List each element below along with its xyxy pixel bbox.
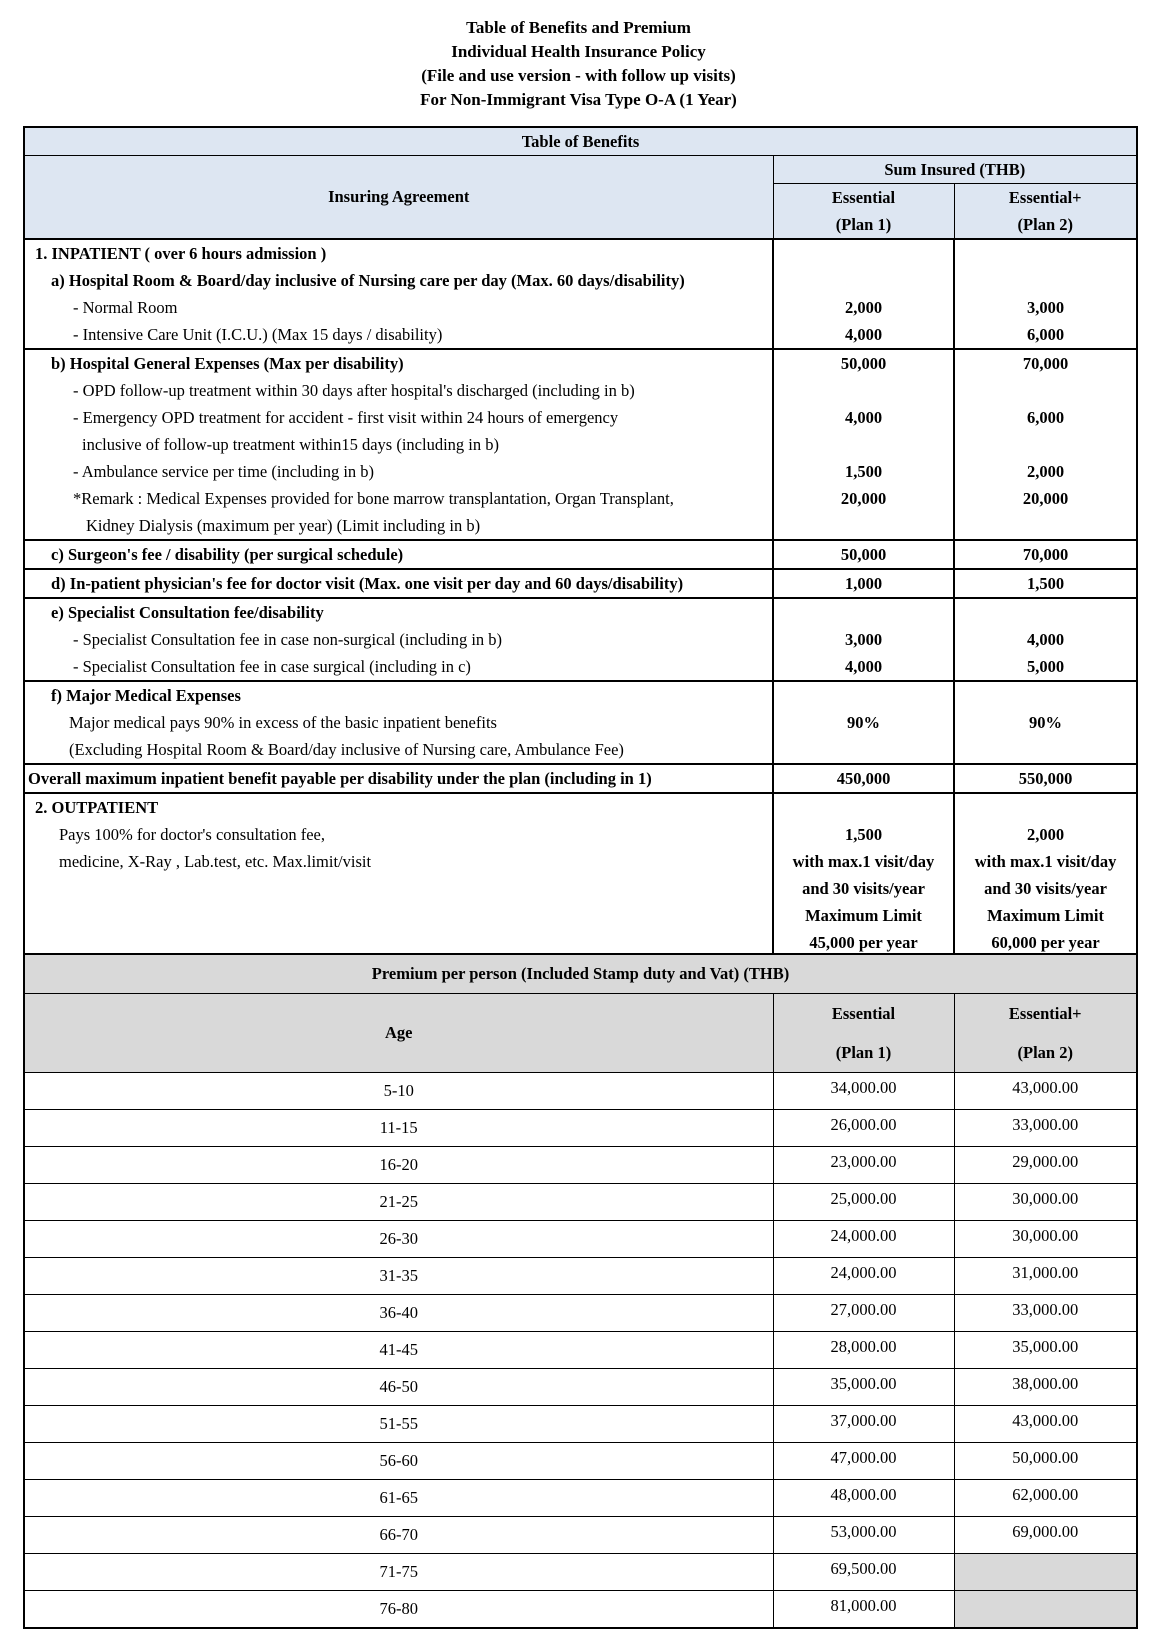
premium-row: [24, 1221, 1137, 1258]
section-inpatient-a: [24, 239, 1137, 349]
outpatient-plan2-max-label: Maximum Limit: [987, 906, 1104, 925]
physician-fee-plan1: 1,000: [844, 574, 883, 593]
overall-max-label: Overall maximum inpatient benefit payable per disability under the plan (including in 1): [28, 769, 652, 788]
premium-row: [24, 1591, 1137, 1629]
title-line-3: (File and use version - with follow up visits): [421, 66, 736, 85]
premium-age-cell: 16-20: [24, 1147, 773, 1184]
premium-row: [24, 1073, 1137, 1110]
title-line-1: Table of Benefits and Premium: [466, 18, 691, 37]
icu-label: - Intensive Care Unit (I.C.U.) (Max 15 days / disability): [73, 325, 443, 344]
premium-row: [24, 1147, 1137, 1184]
outpatient-plan2-max-year: 60,000 per year: [991, 933, 1100, 952]
premium-plan2-cell: 50,000.00: [954, 1443, 1137, 1480]
premium-plan1-cell: 24,000.00: [773, 1221, 954, 1258]
benefits-table-title: Table of Benefits: [24, 127, 1137, 156]
premium-plan1-cell: 34,000.00: [773, 1073, 954, 1110]
section-overall-max: [24, 764, 1137, 793]
general-expenses-plan1: 50,000: [840, 354, 887, 373]
emergency-opd-plan1: 4,000: [844, 408, 883, 427]
premium-table-title: Premium per person (Included Stamp duty and Vat) (THB): [24, 954, 1137, 994]
outpatient-line-2: medicine, X-Ray , Lab.test, etc. Max.limit/visit: [59, 852, 372, 871]
plan1-code-header: (Plan 1): [773, 211, 954, 239]
specialist-nonsurgical-label: - Specialist Consultation fee in case non-surgical (including in b): [73, 630, 503, 649]
premium-age-cell: 36-40: [24, 1295, 773, 1332]
premium-age-cell: 76-80: [24, 1591, 773, 1629]
premium-plan2-cell: 33,000.00: [954, 1110, 1137, 1147]
outpatient-plan2-limit: 2,000: [1026, 825, 1065, 844]
specialist-surgical-plan2: 5,000: [1026, 657, 1065, 676]
remark-label: *Remark : Medical Expenses provided for bone marrow transplantation, Organ Transplant,: [73, 489, 674, 508]
physician-fee-label: d) In-patient physician's fee for doctor visit (Max. one visit per day and 60 days/disability): [51, 574, 684, 593]
premium-plan2-cell: 33,000.00: [954, 1295, 1137, 1332]
outpatient-plan2-visit-year: and 30 visits/year: [984, 879, 1107, 898]
room-board-heading: a) Hospital Room & Board/day inclusive of Nursing care per day (Max. 60 days/disability): [51, 271, 685, 290]
premium-plan1-cell: 24,000.00: [773, 1258, 954, 1295]
normal-room-plan2: 3,000: [1026, 298, 1065, 317]
overall-max-plan1: 450,000: [836, 769, 891, 788]
major-medical-heading: f) Major Medical Expenses: [51, 686, 241, 705]
premium-plan2-cell: 38,000.00: [954, 1369, 1137, 1406]
opd-followup-label: - OPD follow-up treatment within 30 days after hospital's discharged (including in b): [73, 381, 635, 400]
premium-age-cell: 21-25: [24, 1184, 773, 1221]
age-header: Age: [24, 994, 773, 1073]
premium-plan2-cell: [954, 1591, 1137, 1629]
title-line-4: For Non-Immigrant Visa Type O-A (1 Year): [420, 90, 737, 109]
remark-plan2: 20,000: [1022, 489, 1069, 508]
icu-plan1: 4,000: [844, 325, 883, 344]
ambulance-plan2: 2,000: [1026, 462, 1065, 481]
premium-row: [24, 1184, 1137, 1221]
premium-row: [24, 1332, 1137, 1369]
premium-age-cell: 11-15: [24, 1110, 773, 1147]
premium-plan1-name-header: Essential: [773, 994, 954, 1035]
ambulance-plan1: 1,500: [844, 462, 883, 481]
section-physician-fee: [24, 569, 1137, 598]
premium-plan1-cell: 48,000.00: [773, 1480, 954, 1517]
premium-plan1-cell: 35,000.00: [773, 1369, 954, 1406]
remark-plan1: 20,000: [840, 489, 887, 508]
premium-plan1-cell: 28,000.00: [773, 1332, 954, 1369]
premium-age-cell: 66-70: [24, 1517, 773, 1554]
premium-age-cell: 41-45: [24, 1332, 773, 1369]
emergency-opd-plan2: 6,000: [1026, 408, 1065, 427]
premium-plan1-cell: 27,000.00: [773, 1295, 954, 1332]
normal-room-label: - Normal Room: [73, 298, 178, 317]
section-major-medical: [24, 681, 1137, 764]
specialist-surgical-label: - Specialist Consultation fee in case surgical (including in c): [73, 657, 471, 676]
premium-row: [24, 1369, 1137, 1406]
general-expenses-heading: b) Hospital General Expenses (Max per disability): [51, 354, 404, 373]
surgeon-fee-label: c) Surgeon's fee / disability (per surgical schedule): [51, 545, 404, 564]
premium-age-cell: 56-60: [24, 1443, 773, 1480]
benefits-table: [23, 126, 1138, 958]
premium-plan2-cell: [954, 1554, 1137, 1591]
section-specialist: [24, 598, 1137, 681]
premium-row: [24, 1295, 1137, 1332]
normal-room-plan1: 2,000: [844, 298, 883, 317]
premium-age-cell: 31-35: [24, 1258, 773, 1295]
outpatient-plan1-max-year: 45,000 per year: [809, 933, 918, 952]
insuring-agreement-header: Insuring Agreement: [24, 156, 773, 240]
premium-plan2-cell: 69,000.00: [954, 1517, 1137, 1554]
premium-plan2-cell: 43,000.00: [954, 1406, 1137, 1443]
premium-age-cell: 46-50: [24, 1369, 773, 1406]
premium-row: [24, 1406, 1137, 1443]
premium-row: [24, 1554, 1137, 1591]
outpatient-plan2-visit-day: with max.1 visit/day: [974, 852, 1117, 871]
premium-plan1-cell: 69,500.00: [773, 1554, 954, 1591]
premium-plan1-cell: 53,000.00: [773, 1517, 954, 1554]
sum-insured-header: Sum Insured (THB): [773, 156, 1137, 184]
premium-age-cell: 71-75: [24, 1554, 773, 1591]
premium-age-cell: 61-65: [24, 1480, 773, 1517]
premium-plan1-cell: 81,000.00: [773, 1591, 954, 1629]
general-expenses-plan2: 70,000: [1022, 354, 1069, 373]
premium-age-cell: 51-55: [24, 1406, 773, 1443]
premium-row: [24, 1480, 1137, 1517]
premium-row: [24, 1517, 1137, 1554]
outpatient-plan1-visit-day: with max.1 visit/day: [792, 852, 935, 871]
overall-max-plan2: 550,000: [1018, 769, 1073, 788]
premium-plan2-code-header: (Plan 2): [954, 1034, 1137, 1073]
premium-plan2-name-header: Essential+: [954, 994, 1137, 1035]
section-surgeon-fee: [24, 540, 1137, 569]
outpatient-plan1-max-label: Maximum Limit: [805, 906, 922, 925]
premium-row: [24, 1443, 1137, 1480]
premium-row: [24, 1110, 1137, 1147]
document-title: [0, 16, 1157, 112]
premium-plan1-cell: 25,000.00: [773, 1184, 954, 1221]
plan1-name-header: Essential: [773, 184, 954, 212]
premium-plan1-cell: 26,000.00: [773, 1110, 954, 1147]
premium-plan2-cell: 43,000.00: [954, 1073, 1137, 1110]
premium-plan1-cell: 37,000.00: [773, 1406, 954, 1443]
physician-fee-plan2: 1,500: [1026, 574, 1065, 593]
premium-row: [24, 1258, 1137, 1295]
specialist-surgical-plan1: 4,000: [844, 657, 883, 676]
section-general-expenses: [24, 349, 1137, 540]
premium-plan2-cell: 62,000.00: [954, 1480, 1137, 1517]
emergency-opd-label: - Emergency OPD treatment for accident - first visit within 24 hours of emergency: [73, 408, 619, 427]
specialist-nonsurgical-plan1: 3,000: [844, 630, 883, 649]
title-line-2: Individual Health Insurance Policy: [451, 42, 706, 61]
premium-plan2-cell: 30,000.00: [954, 1184, 1137, 1221]
ambulance-label: - Ambulance service per time (including in b): [73, 462, 375, 481]
surgeon-fee-plan2: 70,000: [1022, 545, 1069, 564]
plan2-code-header: (Plan 2): [954, 211, 1137, 239]
premium-plan2-cell: 31,000.00: [954, 1258, 1137, 1295]
premium-table: [23, 953, 1138, 1629]
premium-plan2-cell: 35,000.00: [954, 1332, 1137, 1369]
premium-plan2-cell: 29,000.00: [954, 1147, 1137, 1184]
emergency-opd-label-cont: inclusive of follow-up treatment within15 days (including in b): [82, 435, 500, 454]
surgeon-fee-plan1: 50,000: [840, 545, 887, 564]
premium-age-cell: 26-30: [24, 1221, 773, 1258]
premium-plan2-cell: 30,000.00: [954, 1221, 1137, 1258]
inpatient-heading: 1. INPATIENT ( over 6 hours admission ): [35, 244, 327, 263]
premium-plan1-cell: 47,000.00: [773, 1443, 954, 1480]
icu-plan2: 6,000: [1026, 325, 1065, 344]
outpatient-plan1-limit: 1,500: [844, 825, 883, 844]
premium-age-cell: 5-10: [24, 1073, 773, 1110]
section-outpatient: [24, 793, 1137, 957]
specialist-nonsurgical-plan2: 4,000: [1026, 630, 1065, 649]
major-medical-plan1: 90%: [847, 713, 880, 732]
premium-plan1-cell: 23,000.00: [773, 1147, 954, 1184]
outpatient-plan1-visit-year: and 30 visits/year: [802, 879, 925, 898]
remark-label-cont: Kidney Dialysis (maximum per year) (Limit including in b): [86, 516, 481, 535]
major-medical-plan2: 90%: [1029, 713, 1063, 732]
premium-plan1-code-header: (Plan 1): [773, 1034, 954, 1073]
plan2-name-header: Essential+: [954, 184, 1137, 212]
outpatient-line-1: Pays 100% for doctor's consultation fee,: [59, 825, 325, 844]
outpatient-heading: 2. OUTPATIENT: [35, 798, 159, 817]
specialist-heading: e) Specialist Consultation fee/disability: [51, 603, 324, 622]
major-medical-line-2: (Excluding Hospital Room & Board/day inclusive of Nursing care, Ambulance Fee): [69, 740, 624, 759]
major-medical-line-1: Major medical pays 90% in excess of the basic inpatient benefits: [69, 713, 497, 732]
